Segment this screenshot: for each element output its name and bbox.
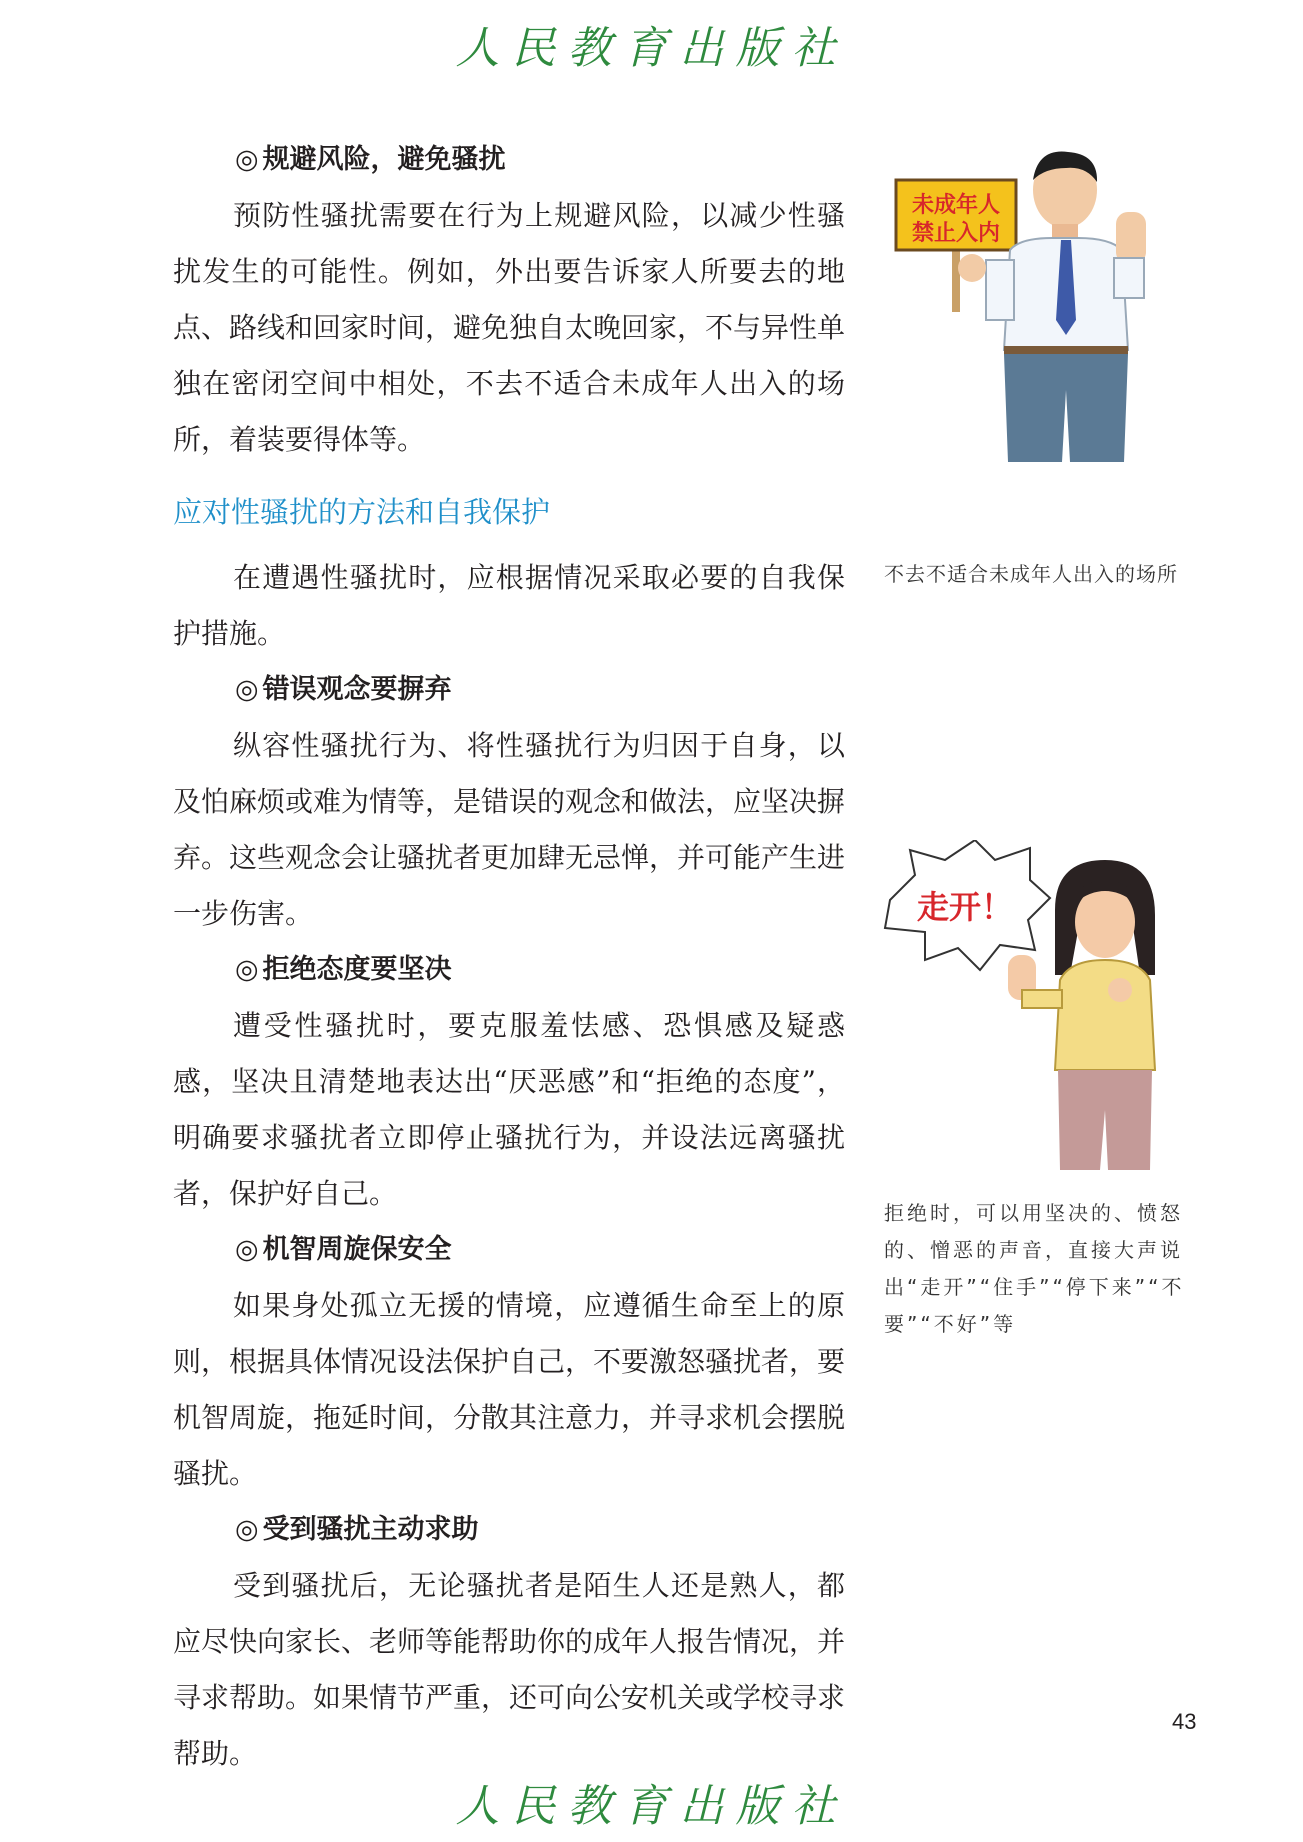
paragraph-avoid-risk: 预防性骚扰需要在行为上规避风险，以减少性骚扰发生的可能性。例如，外出要告诉家人所要去的地点、路线和回家时间，避免独自太晚回家，不与异性单独在密闭空间中相处，不去不适合未成年人出入的场所，着装要得体等。 bbox=[173, 199, 846, 456]
girl-face bbox=[1075, 886, 1135, 958]
sign-text-line1: 未成年人 bbox=[911, 193, 1001, 218]
man-hand-holding-sign bbox=[958, 254, 986, 282]
subhead-avoid-risk: ◎ 规避风险，避免骚扰 bbox=[235, 144, 506, 175]
sign-pole bbox=[952, 242, 960, 312]
paragraph-seek-help: 受到骚扰后，无论骚扰者是陌生人还是熟人，都应尽快向家长、老师等能帮助你的成年人报告情况，并寻求帮助。如果情节严重，还可向公安机关或学校寻求帮助。 bbox=[173, 1569, 846, 1770]
caption-figure-2: 拒绝时，可以用坚决的、愤怒的、憎恶的声音，直接大声说出“走开”“住手”“停下来”“不要”“不好”等 bbox=[884, 1201, 1185, 1336]
man-belt bbox=[1004, 346, 1128, 354]
subhead-firm-refusal: ◎ 拒绝态度要坚决 bbox=[235, 954, 452, 985]
illustration-man-with-sign bbox=[880, 150, 1210, 550]
subhead-stay-safe: ◎ 机智周旋保安全 bbox=[235, 1234, 452, 1265]
girl-pants bbox=[1058, 1070, 1152, 1170]
sign-text-line2: 禁止入内 bbox=[911, 221, 1001, 246]
page-number: 43 bbox=[1172, 1709, 1197, 1734]
publisher-logo-top: 人民教育出版社 bbox=[455, 23, 848, 74]
shout-text: 走开！ bbox=[916, 888, 1014, 926]
subhead-wrong-ideas: ◎ 错误观念要摒弃 bbox=[235, 674, 452, 705]
paragraph-wrong-ideas: 纵容性骚扰行为、将性骚扰行为归因于自身，以及怕麻烦或难为情等，是错误的观念和做法，应坚决摒弃。这些观念会让骚扰者更加肆无忌惮，并可能产生进一步伤害。 bbox=[173, 729, 846, 930]
paragraph-intro: 在遭遇性骚扰时，应根据情况采取必要的自我保护措施。 bbox=[173, 561, 845, 650]
man-raised-hand bbox=[1116, 212, 1146, 264]
paragraph-firm-refusal: 遭受性骚扰时，要克服羞怯感、恐惧感及疑惑感，坚决且清楚地表达出“厌恶感”和“拒绝的态度”，明确要求骚扰者立即停止骚扰行为，并设法远离骚扰者，保护好自己。 bbox=[173, 1009, 845, 1210]
illustration-girl-refusing bbox=[870, 840, 1220, 1180]
section-title: 应对性骚扰的方法和自我保护 bbox=[173, 495, 551, 529]
caption-figure-1: 不去不适合未成年人出入的场所 bbox=[884, 562, 1178, 586]
main-text-column bbox=[173, 140, 845, 1790]
man-pants bbox=[1004, 354, 1128, 462]
girl-shirt bbox=[1055, 960, 1155, 1070]
publisher-logo-bottom: 人民教育出版社 bbox=[455, 1781, 848, 1832]
subhead-seek-help: ◎ 受到骚扰主动求助 bbox=[235, 1514, 479, 1545]
paragraph-stay-safe: 如果身处孤立无援的情境，应遵循生命至上的原则，根据具体情况设法保护自己，不要激怒骚扰者，要机智周旋，拖延时间，分散其注意力，并寻求机会摆脱骚扰。 bbox=[173, 1289, 846, 1490]
girl-fist bbox=[1108, 978, 1132, 1002]
